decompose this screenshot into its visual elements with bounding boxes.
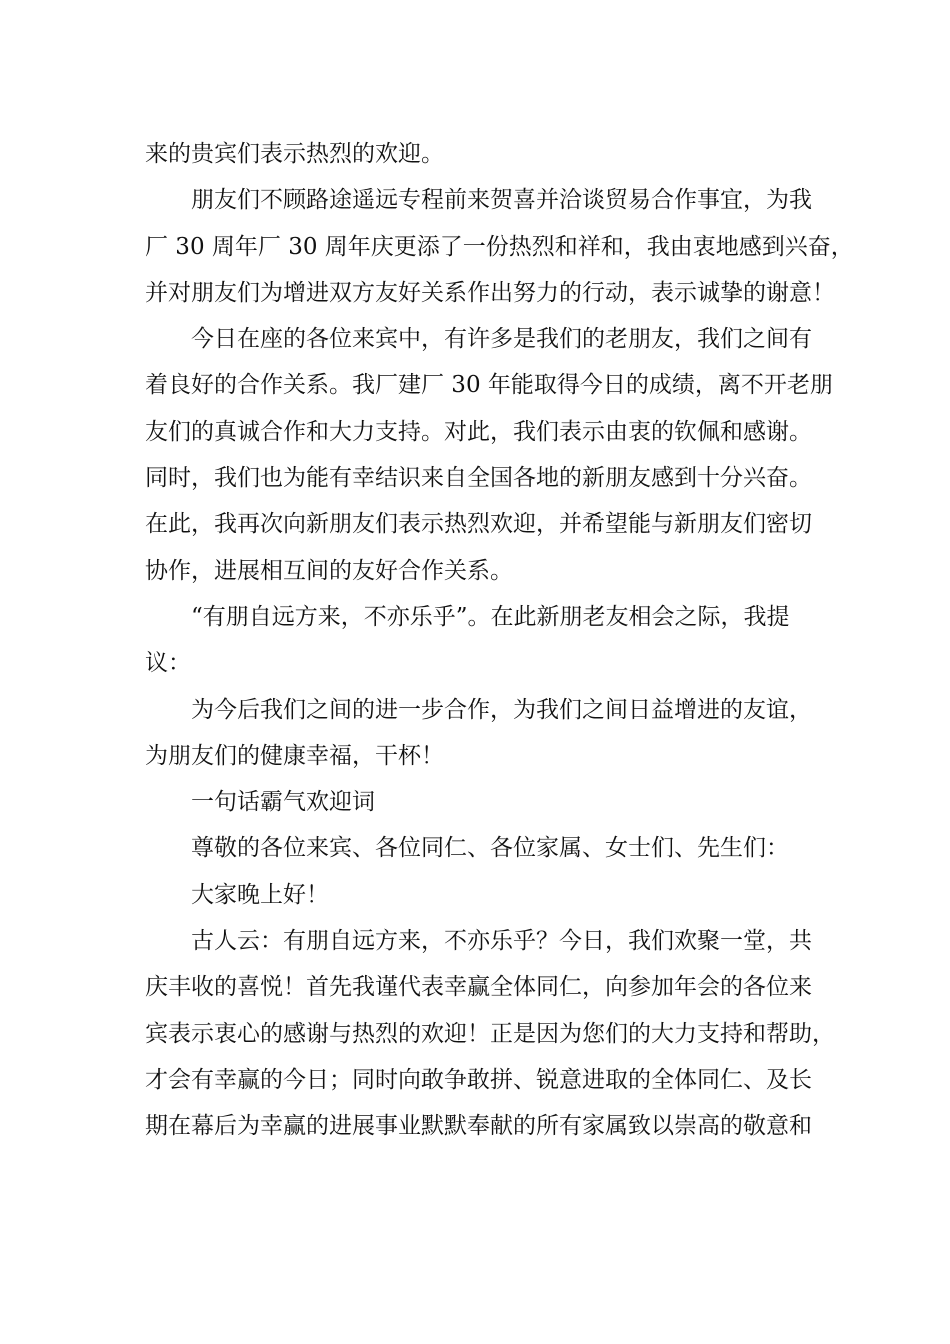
text-line: “有朋自远方来，不亦乐乎”。在此新朋老友相会之际，我提 bbox=[191, 603, 790, 630]
text-line: 厂 30 周年厂 30 周年庆更添了一份热烈和祥和，我由衷地感到兴奋， bbox=[145, 233, 854, 260]
text-line: 尊敬的各位来宾、各位同仁、各位家属、女士们、先生们： bbox=[191, 835, 789, 862]
text-line: 并对朋友们为增进双方友好关系作出努力的行动，表示诚挚的谢意！ bbox=[145, 279, 835, 306]
text-line: 友们的真诚合作和大力支持。对此，我们表示由衷的钦佩和感谢。 bbox=[145, 418, 812, 445]
text-line: 期在幕后为幸赢的进展事业默默奉献的所有家属致以崇高的敬意和 bbox=[145, 1113, 812, 1140]
text-line: 议： bbox=[145, 650, 191, 677]
text-line: 为今后我们之间的进一步合作，为我们之间日益增进的友谊， bbox=[191, 696, 812, 723]
text-line: 协作，进展相互间的友好合作关系。 bbox=[145, 557, 513, 584]
text-line: 着良好的合作关系。我厂建厂 30 年能取得今日的成绩，离不开老朋 bbox=[145, 372, 833, 399]
text-line: 来的贵宾们表示热烈的欢迎。 bbox=[145, 141, 444, 167]
text-line: 朋友们不顾路途遥远专程前来贺喜并洽谈贸易合作事宜，为我 bbox=[191, 187, 812, 214]
text-line: 今日在座的各位来宾中，有许多是我们的老朋友，我们之间有 bbox=[191, 326, 812, 353]
text-line: 同时，我们也为能有幸结识来自全国各地的新朋友感到十分兴奋。 bbox=[145, 465, 812, 492]
text-line: 才会有幸赢的今日；同时向敢争敢拼、锐意进取的全体同仁、及长 bbox=[145, 1066, 812, 1093]
body-text bbox=[145, 131, 854, 1150]
text-line: 在此，我再次向新朋友们表示热烈欢迎，并希望能与新朋友们密切 bbox=[145, 511, 812, 538]
section-heading: 一句话霸气欢迎词 bbox=[191, 789, 375, 816]
text-line: 庆丰收的喜悦！首先我谨代表幸赢全体同仁，向参加年会的各位来 bbox=[145, 974, 812, 1001]
text-line: 为朋友们的健康幸福，干杯！ bbox=[145, 742, 444, 769]
text-line: 宾表示衷心的感谢与热烈的欢迎！正是因为您们的大力支持和帮助， bbox=[145, 1020, 835, 1047]
text-line: 古人云：有朋自远方来，不亦乐乎？今日，我们欢聚一堂，共 bbox=[191, 928, 812, 955]
text-line: 大家晚上好！ bbox=[191, 881, 329, 908]
